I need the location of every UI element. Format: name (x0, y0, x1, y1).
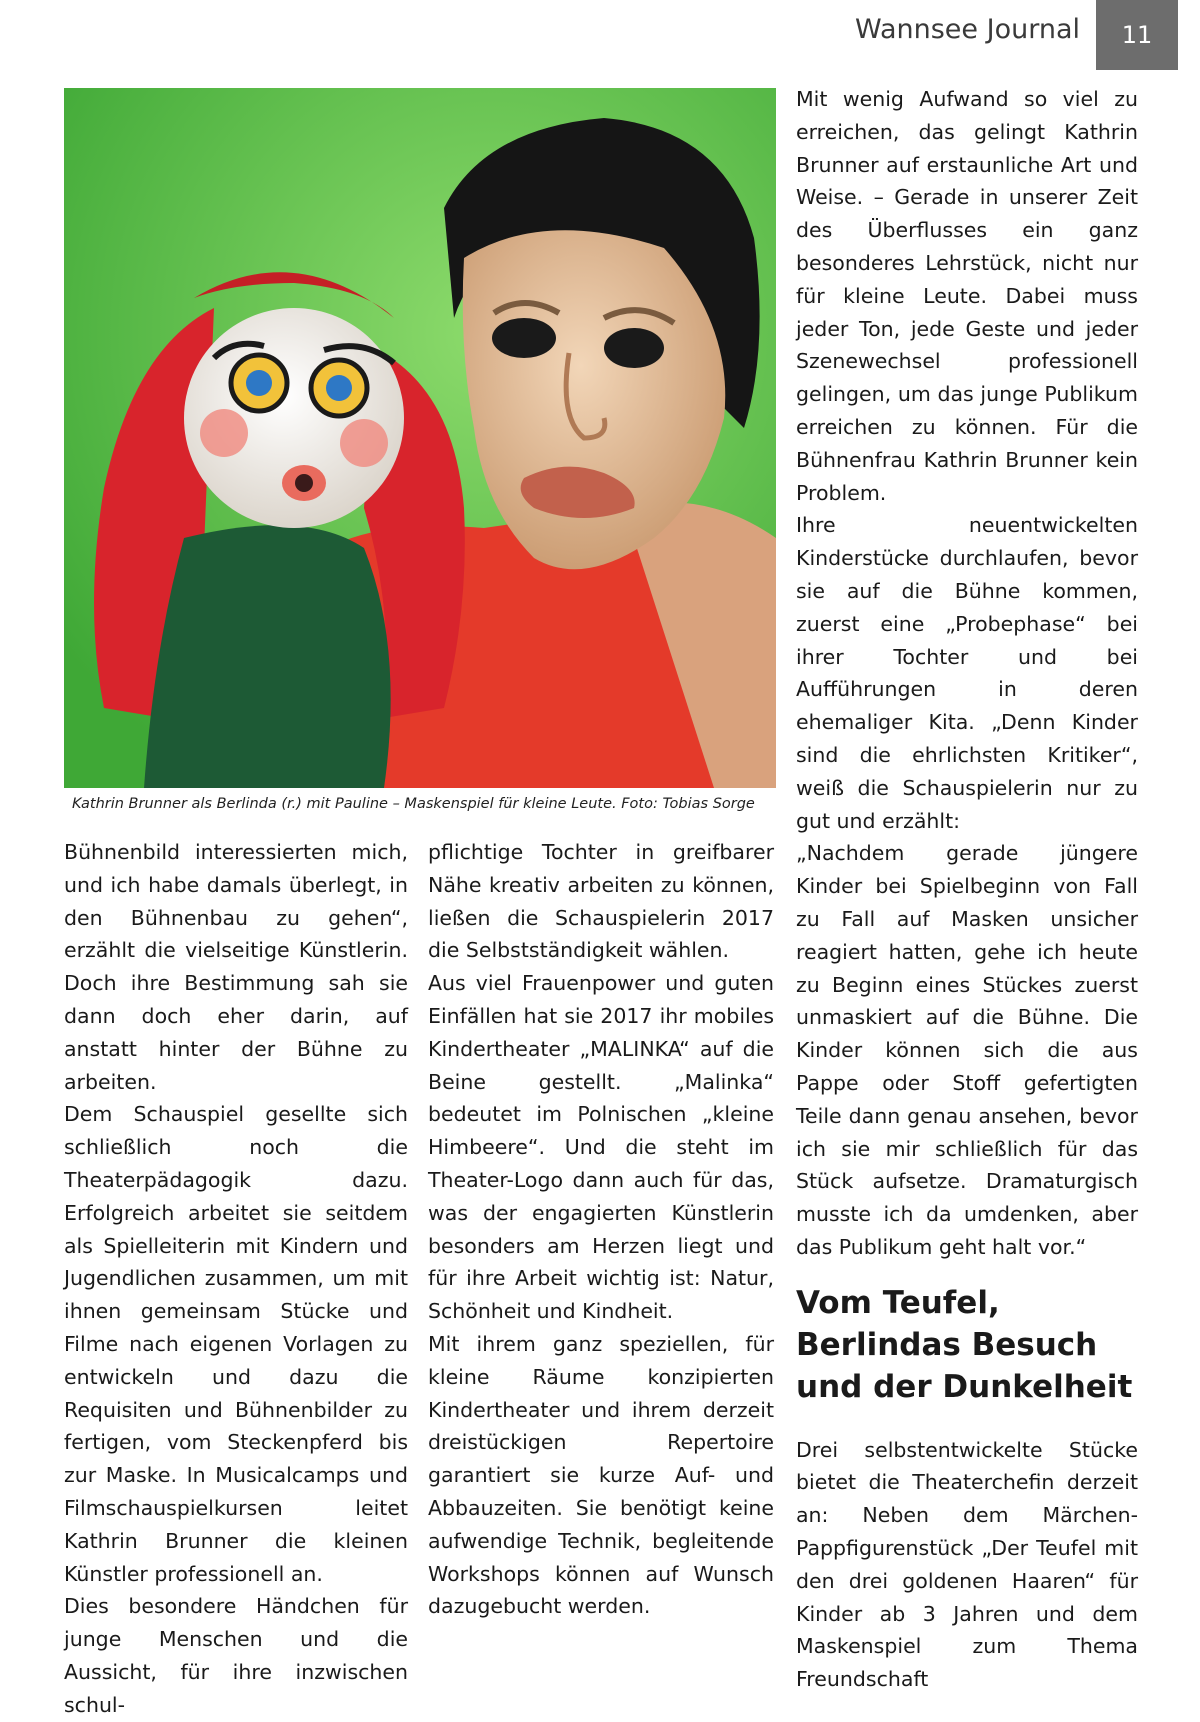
article-column-1 (64, 836, 408, 1722)
paragraph: Aus viel Frauenpower und guten Einfällen hat sie 2017 ihr mobiles Kindertheater „MALINKA“ auf die Beine gestellt. „Malinka“ bedeutet im Polnischen „kleine Himbeere“. Und die steht im Theater-Logo dann auch für das, was der engagierten Künstlerin besonders am Herzen liegt und für ihre Arbeit wichtig ist: Natur, Schönheit und Kindheit. (428, 971, 774, 1324)
paragraph: Mit wenig Aufwand so viel zu erreichen, das gelingt Kathrin Brunner auf erstaunliche Art und Weise. – Gerade in unserer Zeit des Überflusses ein ganz besonderes Lehrstück, nicht nur für kleine Leute. Dabei muss jeder Ton, jede Geste und jeder Szenewechsel professionell gelingen, um das junge Publikum erreichen zu können. Für die Bühnenfrau Kathrin Brunner kein Problem. (796, 87, 1138, 505)
puppet-body (144, 525, 391, 788)
paragraph: pflichtige Tochter in greifbarer Nähe kreativ arbeiten zu können, ließen die Schauspielerin 2017 die Selbstständigkeit wählen. (428, 840, 774, 963)
mask-eye-right (604, 328, 664, 368)
paragraph: Dem Schauspiel gesellte sich schließlich noch die Theaterpädagogik dazu. Erfolgreich arbeitet sie seitdem als Spielleiterin mit Kindern und Jugendlichen zusammen, um mit ihnen gemeinsam Stücke und Filme nach eigenen Vorlagen zu entwickeln und dazu die Requisiten und Bühnenbilder zu fertigen, vom Steckenpferd bis zur Maske. In Musicalcamps und Filmschauspielkursen leitet Kathrin Brunner die kleinen Künstler professionell an. (64, 1102, 408, 1586)
photo-caption: Kathrin Brunner als Berlinda (r.) mit Pauline – Maskenspiel für kleine Leute. Foto: Tobias Sorge (72, 796, 755, 812)
mask-eye-left (492, 318, 556, 358)
paragraph: „Nachdem gerade jüngere Kinder bei Spielbeginn von Fall zu Fall auf Masken unsicher reagiert hatten, gehe ich heute zu Beginn eines Stückes zuerst unmaskiert auf die Bühne. Die Kinder können sich die aus Pappe oder Stoff gefertigten Teile dann genau ansehen, bevor ich sie mir schließlich für das Stück aufsetze. Dramaturgisch musste ich da umdenken, aber das Publikum geht halt vor.“ (796, 841, 1138, 1259)
article-column-3 (796, 83, 1138, 1696)
article-photo (64, 88, 776, 788)
section-subheading: Vom Teufel, Berlindas Besuch und der Dunkelheit (796, 1284, 1133, 1405)
paragraph: Bühnenbild interessierten mich, und ich habe damals überlegt, in den Bühnenbau zu gehen“, erzählt die vielseitige Künstlerin. Doch ihre Bestimmung sah sie dann doch eher darin, auf anstatt hinter der Bühne zu arbeiten. (64, 840, 408, 1094)
paragraph: Dies besondere Händchen für junge Menschen und die Aussicht, für ihre inzwischen schul- (64, 1594, 408, 1717)
paragraph: Drei selbstentwickelte Stücke bietet die Theaterchefin derzeit an: Neben dem Märchen-Pappfigurenstück „Der Teufel mit den drei goldenen Haaren“ für Kinder ab 3 Jahren und dem Maskenspiel zum Thema Freundschaft (796, 1437, 1138, 1692)
photo-illustration (64, 88, 776, 788)
page-number: 11 (1096, 0, 1178, 70)
article-column-2 (428, 836, 774, 1623)
journal-title: Wannsee Journal (855, 14, 1080, 45)
paragraph: Mit ihrem ganz speziellen, für kleine Räume konzipierten Kindertheater und ihrem derzeit dreistückigen Repertoire garantiert sie kurze Auf- und Abbauzeiten. Sie benötigt keine aufwendige Technik, begleitende Workshops können auf Wunsch dazugebucht werden. (428, 1331, 774, 1619)
paragraph: Ihre neuentwickelten Kinderstücke durchlaufen, bevor sie auf die Bühne kommen, zuerst eine „Probephase“ bei ihrer Tochter und bei Aufführungen in deren ehemaliger Kita. „Denn Kinder sind die ehrlichsten Kritiker“, weiß die Schauspielerin nur zu gut und erzählt: (796, 513, 1138, 833)
